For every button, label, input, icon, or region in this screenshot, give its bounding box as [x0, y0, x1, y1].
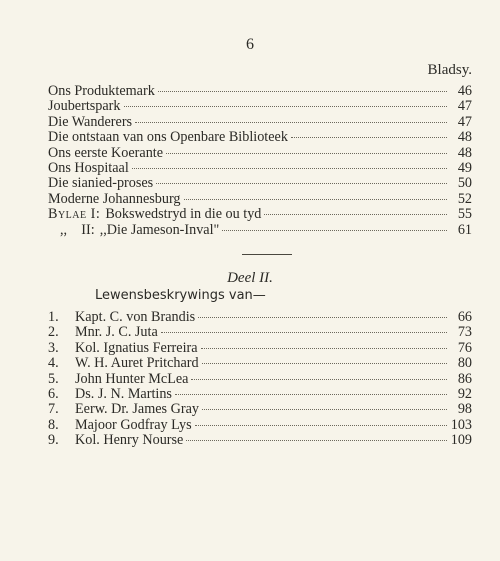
toc-entry-page: 73 [457, 324, 472, 341]
dot-leader [191, 379, 447, 380]
toc-entry [48, 433, 472, 448]
toc-entry [48, 418, 472, 433]
dot-leader [222, 230, 447, 231]
toc-entry-page: 48 [457, 144, 472, 161]
entry-number: 8. [48, 416, 59, 433]
toc-entry [48, 84, 472, 99]
toc-entry-page: 55 [457, 206, 472, 223]
toc-entry [48, 310, 472, 325]
toc-entry-title: Kapt. C. von Brandis [75, 309, 196, 325]
dot-leader [202, 409, 447, 410]
toc-entry-page: 109 [450, 432, 472, 449]
section-divider [242, 254, 292, 255]
dot-leader [186, 440, 447, 441]
toc-entry-title: Die ontstaan van ons Openbare Biblioteek [48, 129, 288, 146]
toc-entry-title: Mnr. J. C. Juta [75, 324, 158, 341]
dot-leader [202, 363, 447, 364]
toc-entry-page: 49 [457, 159, 472, 176]
toc-entry [48, 161, 472, 176]
toc-entry-title: W. H. Auret Pritchard [75, 355, 199, 372]
toc-entry-title: Die sianied-proses [48, 175, 154, 192]
toc-entry-page: 98 [457, 401, 472, 418]
toc-entry-title: Kol. Ignatius Ferreira [75, 339, 198, 356]
toc-entry [48, 207, 472, 222]
dot-leader [124, 106, 448, 107]
toc-entry-title: Ds. J. N. Martins [75, 385, 172, 402]
toc-entry-page: 61 [457, 221, 472, 238]
toc-entry-page: 48 [457, 129, 472, 146]
toc-entry-title: Joubertspark [48, 98, 121, 115]
dot-leader [132, 168, 447, 169]
appendix-prefix: ,, II: [60, 221, 95, 238]
toc-entry [48, 223, 472, 238]
toc-entry [48, 387, 472, 402]
toc-entry-title: ,,Die Jameson-Inval" [99, 221, 220, 238]
toc-entry-page: 47 [457, 113, 472, 130]
toc-entry-page: 47 [457, 98, 472, 115]
toc-entry [48, 176, 472, 191]
toc-entry [48, 146, 472, 161]
dot-leader [264, 214, 447, 215]
entry-number: 9. [48, 432, 59, 449]
toc-entry-title: Majoor Godfray Lys [75, 416, 192, 433]
dot-leader [175, 394, 447, 395]
entry-number: 7. [48, 401, 59, 418]
dot-leader [156, 183, 447, 184]
toc-entry-title: Kol. Henry Nourse [75, 432, 184, 449]
toc-entry-page: 46 [457, 83, 472, 99]
dot-leader [195, 425, 447, 426]
toc-entry-title: Eerw. Dr. James Gray [75, 401, 199, 418]
toc-entry [48, 130, 472, 145]
dot-leader [161, 332, 447, 333]
toc-entry-page: 86 [457, 370, 472, 387]
toc-part-one [48, 84, 472, 238]
dot-leader [158, 91, 447, 92]
toc-entry-page: 92 [457, 385, 472, 402]
toc-entry [48, 192, 472, 207]
dot-leader [166, 153, 447, 154]
toc-entry [48, 372, 472, 387]
toc-entry-title: Bokswedstryd in die ou tyd [105, 206, 262, 223]
toc-entry [48, 115, 472, 130]
dot-leader [135, 122, 447, 123]
toc-entry [48, 325, 472, 340]
page-column-heading: Bladsy. [427, 62, 472, 78]
toc-entry-page: 76 [457, 339, 472, 356]
toc-entry-title: Moderne Johannesburg [48, 190, 181, 207]
toc-entry [48, 341, 472, 356]
toc-entry-page: 80 [457, 355, 472, 372]
toc-entry-page: 103 [450, 416, 472, 433]
toc-entry-title: John Hunter McLea [75, 370, 189, 387]
appendix-prefix: Bylae I: [48, 206, 101, 223]
toc-entry-title: Ons Produktemark [48, 83, 155, 99]
entry-number: 2. [48, 324, 59, 341]
toc-entry-title: Die Wanderers [48, 113, 133, 130]
toc-entry-title: Ons eerste Koerante [48, 144, 164, 161]
entry-number: 4. [48, 355, 59, 372]
toc-entry [48, 402, 472, 417]
toc-entry-title: Ons Hospitaal [48, 159, 129, 176]
toc-entry [48, 99, 472, 114]
part-title: Deel II. [227, 270, 273, 286]
part-subtitle: Lewensbeskrywings van— [95, 288, 266, 303]
dot-leader [184, 199, 447, 200]
toc-entry-page: 66 [457, 309, 472, 325]
toc-entry [48, 356, 472, 371]
entry-number: 5. [48, 370, 59, 387]
toc-entry-page: 50 [457, 175, 472, 192]
entry-number: 3. [48, 339, 59, 356]
page-number: 6 [246, 36, 254, 53]
entry-number: 1. [48, 309, 59, 325]
toc-entry-page: 52 [457, 190, 472, 207]
dot-leader [198, 317, 447, 318]
dot-leader [291, 137, 447, 138]
entry-number: 6. [48, 385, 59, 402]
dot-leader [201, 348, 447, 349]
toc-part-two [48, 310, 472, 449]
